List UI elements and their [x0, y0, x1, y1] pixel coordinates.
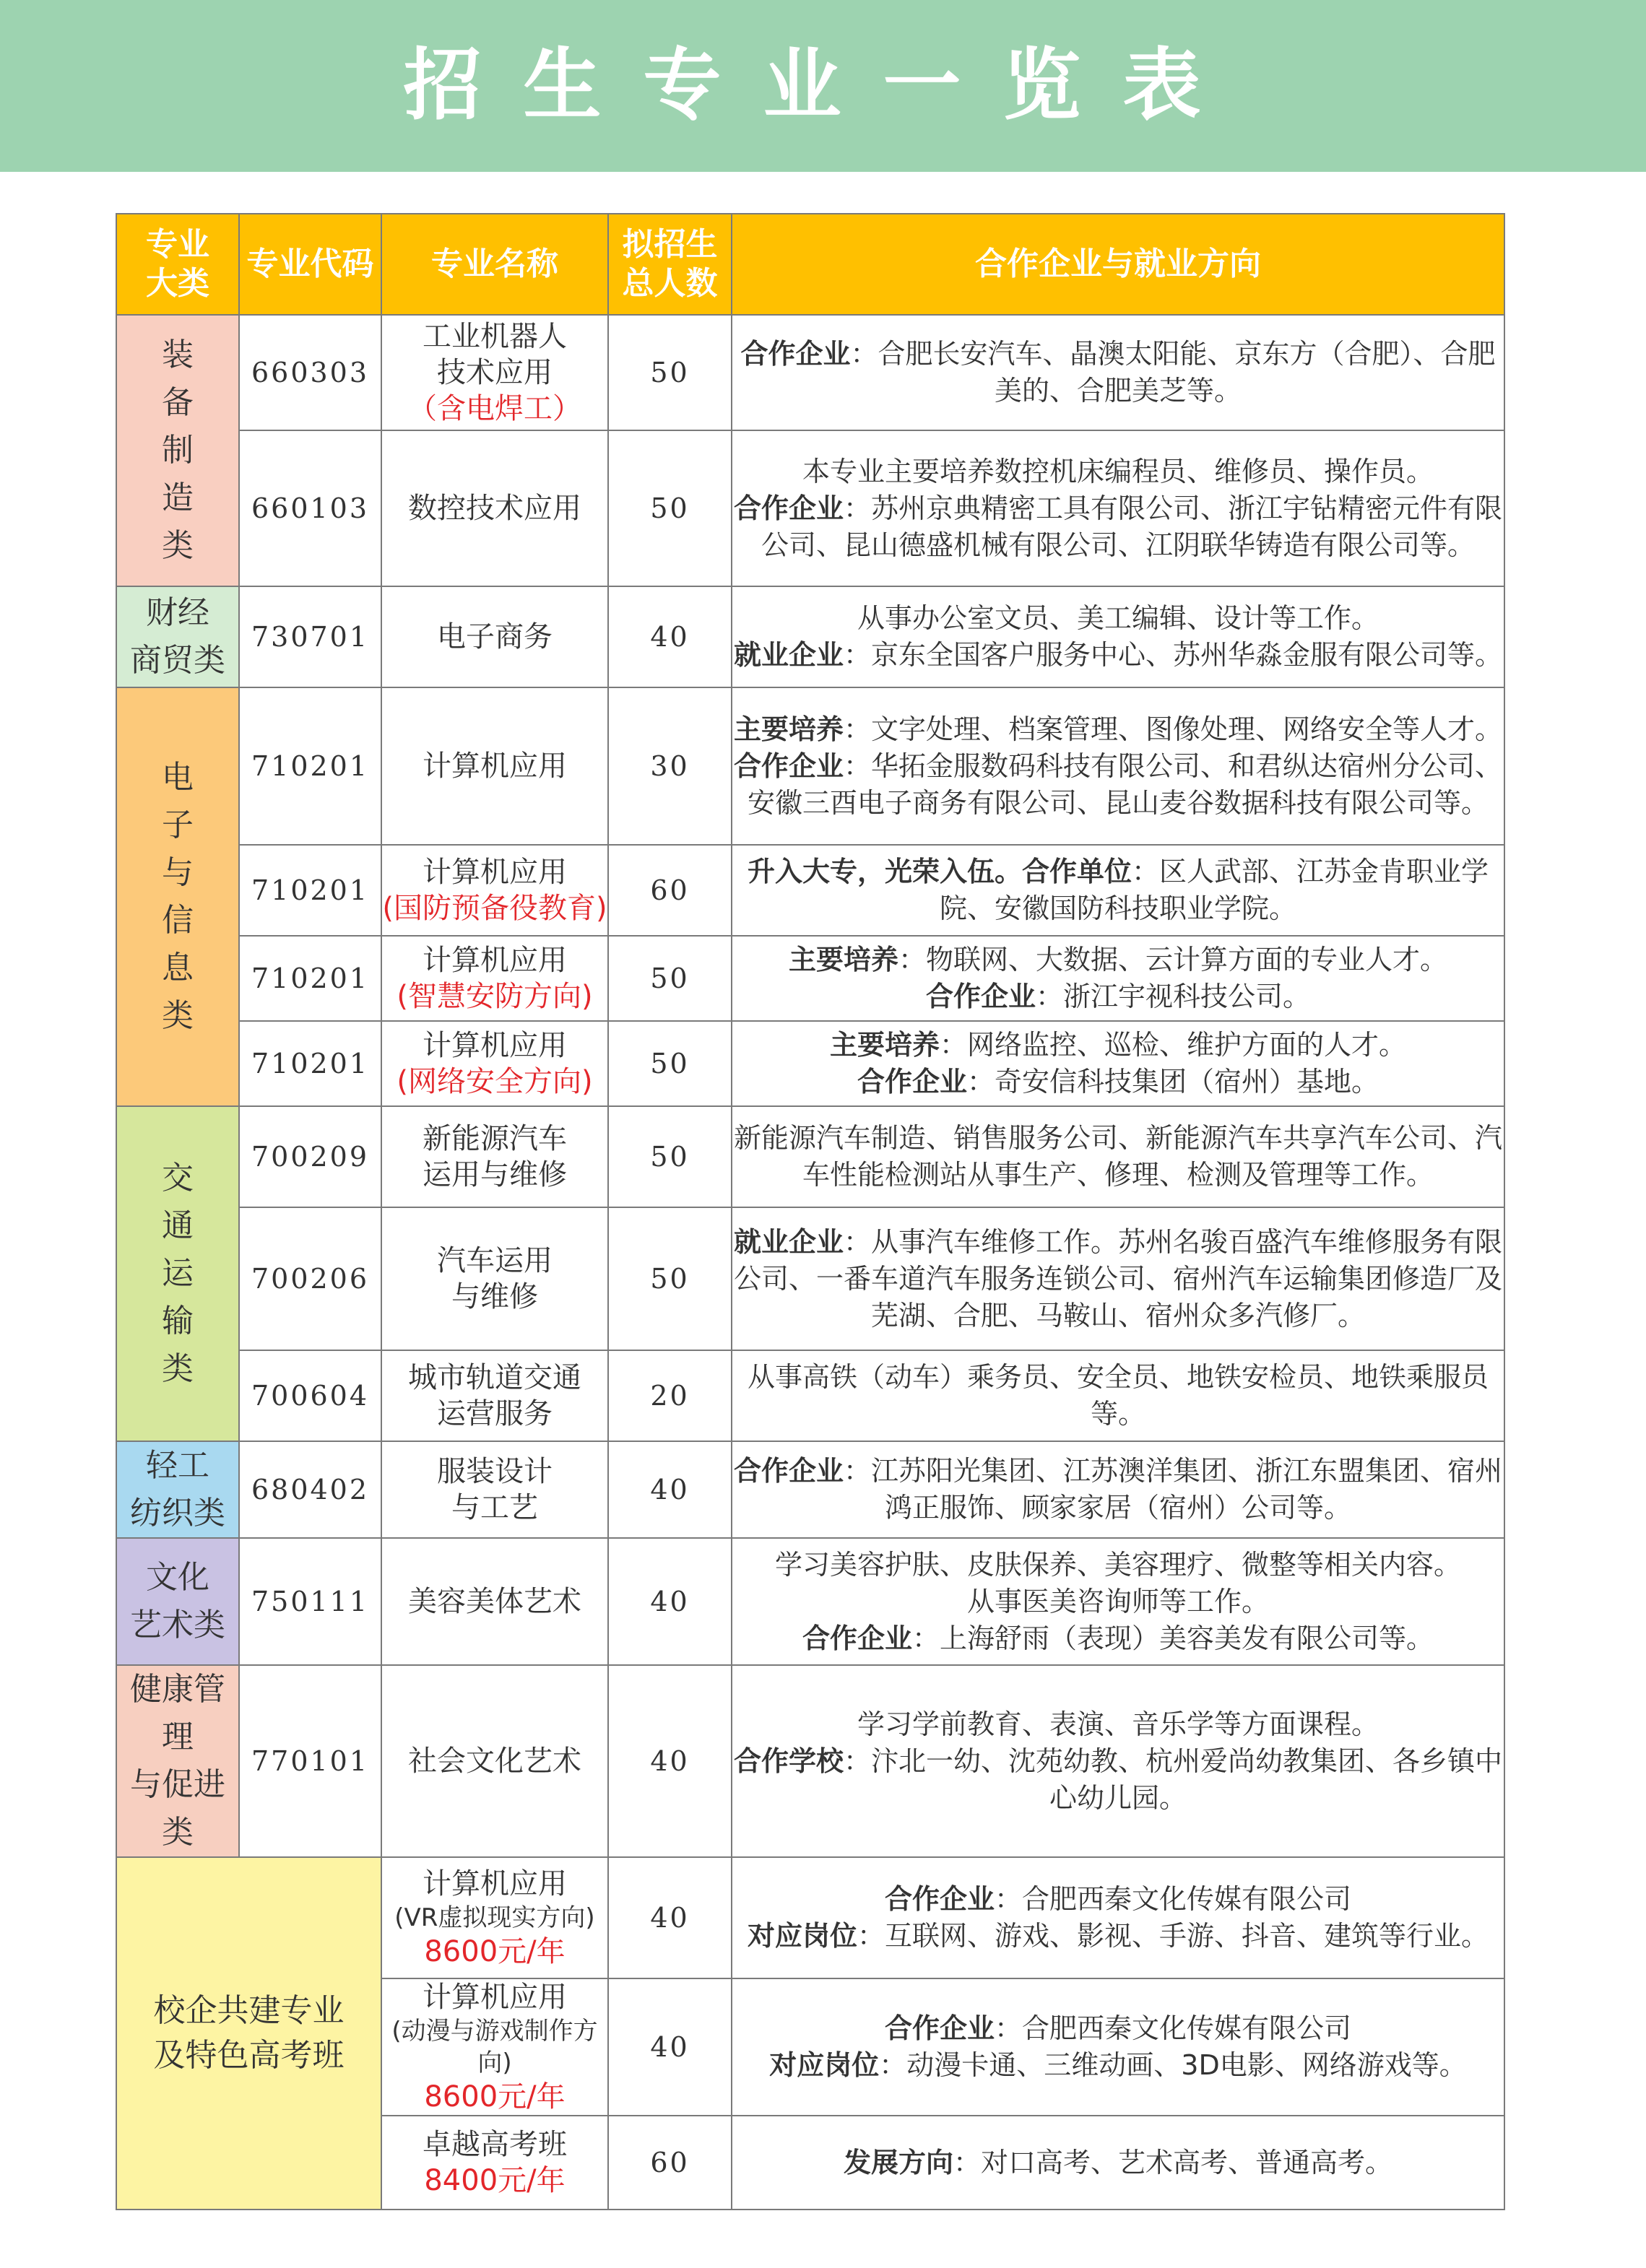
direction-keyword: 就业企业 [733, 639, 844, 671]
direction-text: ：江苏阳光集团、江苏澳洋集团、浙江东盟集团、宿州鸿正服饰、顾家家居（宿州）公司等。 [844, 1455, 1503, 1524]
direction-text: ：苏州京典精密工具有限公司、浙江宇钻精密元件有限公司、昆山德盛机械有限公司、江阴联华铸造有限公司等。 [761, 492, 1503, 561]
employment-direction [732, 1441, 1504, 1538]
major-name: 工业机器人 技术应用 [423, 320, 567, 389]
direction-text: ：对口高考、艺术高考、普通高考。 [953, 2146, 1393, 2178]
page-title: 招生专业一览表 [403, 40, 1243, 131]
tuition-price: 8600元/年 [424, 2080, 566, 2113]
direction-text: ：网络监控、巡检、维护方面的人才。 [940, 1029, 1407, 1061]
majors-table [116, 213, 1505, 2210]
major-name-cell [381, 430, 608, 586]
table-row [116, 1441, 1504, 1538]
direction-keyword: 合作企业 [884, 2012, 995, 2044]
direction-keyword: 升入大专，光荣入伍。合作单位 [747, 856, 1132, 887]
enrollment-count: 50 [608, 1207, 732, 1350]
direction-keyword: 合作企业 [857, 1066, 967, 1098]
major-name: 计算机应用 [423, 1981, 567, 2014]
enrollment-count: 30 [608, 687, 732, 845]
major-name-cell [381, 845, 608, 936]
category-cell-health: 健康管理 与促进类 [116, 1665, 239, 1857]
table-row [116, 1538, 1504, 1665]
direction-text: ：京东全国客户服务中心、苏州华淼金服有限公司等。 [844, 639, 1503, 671]
direction-line [732, 853, 1504, 927]
major-code: 710201 [239, 936, 381, 1021]
employment-direction [732, 845, 1504, 936]
category-cell-art: 文化 艺术类 [116, 1538, 239, 1665]
major-name: 数控技术应用 [408, 492, 581, 525]
direction-keyword: 主要培养 [829, 1029, 940, 1061]
major-name-cell [381, 586, 608, 687]
table-row [116, 586, 1504, 687]
major-code: 660303 [239, 315, 381, 430]
major-name-cell [381, 687, 608, 845]
direction-text: 新能源汽车制造、销售服务公司、新能源汽车共享汽车公司、汽车性能检测站从事生产、修理、检测及管理等工作。 [733, 1122, 1502, 1191]
direction-line [732, 1027, 1504, 1064]
direction-line [732, 637, 1504, 674]
table-row [116, 1207, 1504, 1350]
major-name-cell [381, 315, 608, 430]
employment-direction [732, 1350, 1504, 1441]
enrollment-count: 60 [608, 845, 732, 936]
major-code: 700209 [239, 1106, 381, 1207]
table-row [116, 315, 1504, 430]
major-sub-label: (国防预备役教育) [382, 892, 607, 925]
header-direction: 合作企业与就业方向 [732, 214, 1504, 315]
major-name-cell [381, 1106, 608, 1207]
direction-line [732, 748, 1504, 822]
major-code: 730701 [239, 586, 381, 687]
major-code: 770101 [239, 1665, 381, 1857]
category-cell-equip: 装 备 制 造 类 [116, 315, 239, 586]
direction-text: ：合肥长安汽车、晶澳太阳能、京东方（合肥）、合肥美的、合肥美芝等。 [850, 338, 1496, 407]
table-row [116, 845, 1504, 936]
direction-line [732, 1881, 1504, 1918]
direction-text: ：物联网、大数据、云计算方面的专业人才。 [898, 944, 1448, 976]
major-name-cell [381, 1350, 608, 1441]
direction-text: ：文字处理、档案管理、图像处理、网络安全等人才。 [844, 713, 1503, 745]
direction-text: ：汴北一幼、沈苑幼教、杭州爱尚幼教集团、各乡镇中心幼儿园。 [844, 1745, 1503, 1814]
category-cell-fin: 财经 商贸类 [116, 586, 239, 687]
major-name: 新能源汽车 运用与维修 [423, 1122, 567, 1191]
major-name-cell [381, 2116, 608, 2210]
direction-text: ：动漫卡通、三维动画、3D电影、网络游戏等。 [879, 2049, 1467, 2081]
enrollment-count: 40 [608, 1538, 732, 1665]
major-code: 710201 [239, 845, 381, 936]
direction-line [732, 1224, 1504, 1334]
direction-keyword: 主要培养 [733, 713, 844, 745]
table-row [116, 1350, 1504, 1441]
direction-text: 从事高铁（动车）乘务员、安全员、地铁安检员、地铁乘服员等。 [747, 1361, 1489, 1430]
major-name: 计算机应用 [423, 856, 567, 889]
employment-direction [732, 1978, 1504, 2116]
category-cell-school: 校企共建专业 及特色高考班 [116, 1857, 381, 2210]
direction-keyword: 主要培养 [788, 944, 898, 976]
major-name: 社会文化艺术 [408, 1745, 581, 1778]
major-code: 710201 [239, 1021, 381, 1106]
major-sub-label: (网络安全方向) [397, 1065, 593, 1098]
table-row [116, 1106, 1504, 1207]
major-name: 计算机应用 [423, 1029, 567, 1062]
header-category: 专业 大类 [116, 214, 239, 315]
direction-text: ：华拓金服数码科技有限公司、和君纵达宿州分公司、安徽三酉电子商务有限公司、昆山麦谷数据科技有限公司等。 [747, 750, 1503, 819]
direction-line [732, 1064, 1504, 1100]
major-name: 城市轨道交通 运营服务 [408, 1361, 581, 1430]
employment-direction [732, 315, 1504, 430]
direction-keyword: 合作企业 [733, 750, 844, 782]
tuition-price: 8600元/年 [424, 1935, 566, 1968]
employment-direction [732, 1857, 1504, 1978]
direction-text: 从事医美咨询师等工作。 [966, 1585, 1269, 1617]
major-sub-label: （含电焊工） [408, 392, 581, 425]
direction-text: ：上海舒雨（表现）美容美发有限公司等。 [912, 1622, 1434, 1654]
direction-text: 本专业主要培养数控机床编程员、维修员、操作员。 [802, 455, 1434, 487]
direction-text: ：区人武部、江苏金肯职业学院、安徽国防科技职业学院。 [939, 856, 1489, 924]
enrollment-count: 40 [608, 1857, 732, 1978]
direction-keyword: 发展方向 [843, 2146, 953, 2178]
direction-line [732, 1547, 1504, 1583]
direction-keyword: 合作企业 [802, 1622, 912, 1654]
enrollment-count: 50 [608, 1106, 732, 1207]
major-code: 750111 [239, 1538, 381, 1665]
major-name-cell [381, 1978, 608, 2116]
direction-line [732, 1583, 1504, 1620]
major-name-cell [381, 1665, 608, 1857]
direction-keyword: 合作企业 [884, 1883, 995, 1915]
major-direction-note: (动漫与游戏制作方向) [391, 2017, 598, 2077]
direction-text: 学习学前教育、表演、音乐学等方面课程。 [857, 1708, 1379, 1740]
direction-line [732, 711, 1504, 748]
enrollment-count: 40 [608, 1978, 732, 2116]
enrollment-count: 20 [608, 1350, 732, 1441]
table-row [116, 1857, 1504, 1978]
enrollment-count: 60 [608, 2116, 732, 2210]
tuition-price: 8400元/年 [424, 2164, 566, 2197]
table-row [116, 1021, 1504, 1106]
enrollment-count: 40 [608, 1665, 732, 1857]
direction-text: ：互联网、游戏、影视、手游、抖音、建筑等行业。 [857, 1920, 1489, 1952]
direction-line [732, 1453, 1504, 1526]
major-code: 680402 [239, 1441, 381, 1538]
major-name: 汽车运用 与维修 [437, 1244, 553, 1313]
direction-text: ：合肥西秦文化传媒有限公司 [995, 2012, 1352, 2044]
major-name: 卓越高考班 [423, 2128, 567, 2161]
title-banner [0, 0, 1646, 172]
header-count: 拟招生 总人数 [608, 214, 732, 315]
enrollment-count: 40 [608, 1441, 732, 1538]
major-name: 美容美体艺术 [408, 1585, 581, 1618]
direction-line [732, 942, 1504, 978]
employment-direction [732, 1207, 1504, 1350]
enrollment-count: 50 [608, 1021, 732, 1106]
direction-line [732, 1743, 1504, 1817]
direction-text: ：奇安信科技集团（宿州）基地。 [967, 1066, 1379, 1098]
major-name-cell [381, 1207, 608, 1350]
major-sub-label: (智慧安防方向) [397, 980, 593, 1013]
major-code: 710201 [239, 687, 381, 845]
direction-line [732, 1120, 1504, 1194]
direction-text: ：合肥西秦文化传媒有限公司 [995, 1883, 1352, 1915]
direction-line [732, 1918, 1504, 1955]
direction-line [732, 1359, 1504, 1433]
major-name-cell [381, 1857, 608, 1978]
major-name-cell [381, 1538, 608, 1665]
direction-keyword: 合作学校 [733, 1745, 844, 1777]
table-row [116, 1665, 1504, 1857]
direction-keyword: 合作企业 [925, 981, 1036, 1012]
direction-line [732, 1706, 1504, 1743]
direction-line [732, 336, 1504, 409]
employment-direction [732, 2116, 1504, 2210]
major-name: 服装设计 与工艺 [437, 1455, 553, 1524]
major-name-cell [381, 1021, 608, 1106]
table-row [116, 687, 1504, 845]
direction-line [732, 2010, 1504, 2047]
enrollment-count: 50 [608, 315, 732, 430]
major-code: 660103 [239, 430, 381, 586]
header-name: 专业名称 [381, 214, 608, 315]
direction-line [732, 978, 1504, 1015]
direction-line [732, 2047, 1504, 2084]
direction-text: 从事办公室文员、美工编辑、设计等工作。 [857, 602, 1379, 634]
major-name: 计算机应用 [423, 944, 567, 977]
direction-line [732, 1620, 1504, 1657]
major-name: 计算机应用 [423, 1867, 567, 1900]
employment-direction [732, 1021, 1504, 1106]
employment-direction [732, 1106, 1504, 1207]
direction-line [732, 600, 1504, 637]
direction-keyword: 对应岗位 [769, 2049, 880, 2081]
header-code: 专业代码 [239, 214, 381, 315]
direction-text: ：从事汽车维修工作。苏州名骏百盛汽车维修服务有限公司、一番车道汽车服务连锁公司、宿州汽车运输集团修造厂及芜湖、合肥、马鞍山、宿州众多汽修厂。 [733, 1225, 1503, 1331]
major-name-cell [381, 936, 608, 1021]
direction-line [732, 2145, 1504, 2181]
major-direction-note: (VR虚拟现实方向) [394, 1903, 595, 1932]
direction-line [732, 453, 1504, 490]
enrollment-count: 50 [608, 936, 732, 1021]
direction-keyword: 合作企业 [740, 338, 851, 370]
direction-keyword: 对应岗位 [747, 1920, 857, 1952]
employment-direction [732, 430, 1504, 586]
major-code: 700206 [239, 1207, 381, 1350]
table-row [116, 430, 1504, 586]
direction-keyword: 合作企业 [733, 1455, 844, 1487]
employment-direction [732, 1665, 1504, 1857]
employment-direction [732, 936, 1504, 1021]
major-name: 电子商务 [437, 620, 553, 653]
major-name-cell [381, 1441, 608, 1538]
employment-direction [732, 1538, 1504, 1665]
category-cell-trans: 交 通 运 输 类 [116, 1106, 239, 1441]
direction-text: ：浙江宇视科技公司。 [1036, 981, 1311, 1012]
direction-text: 学习美容护肤、皮肤保养、美容理疗、微整等相关内容。 [774, 1548, 1461, 1581]
major-name: 计算机应用 [423, 750, 567, 783]
employment-direction [732, 586, 1504, 687]
major-code: 700604 [239, 1350, 381, 1441]
enrollment-count: 40 [608, 586, 732, 687]
category-cell-light: 轻工 纺织类 [116, 1441, 239, 1538]
table-row [116, 936, 1504, 1021]
direction-keyword: 合作企业 [733, 492, 844, 524]
direction-line [732, 490, 1504, 564]
employment-direction [732, 687, 1504, 845]
direction-keyword: 就业企业 [733, 1225, 844, 1258]
category-cell-elec: 电 子 与 信 息 类 [116, 687, 239, 1106]
header-row [116, 214, 1504, 315]
enrollment-count: 50 [608, 430, 732, 586]
